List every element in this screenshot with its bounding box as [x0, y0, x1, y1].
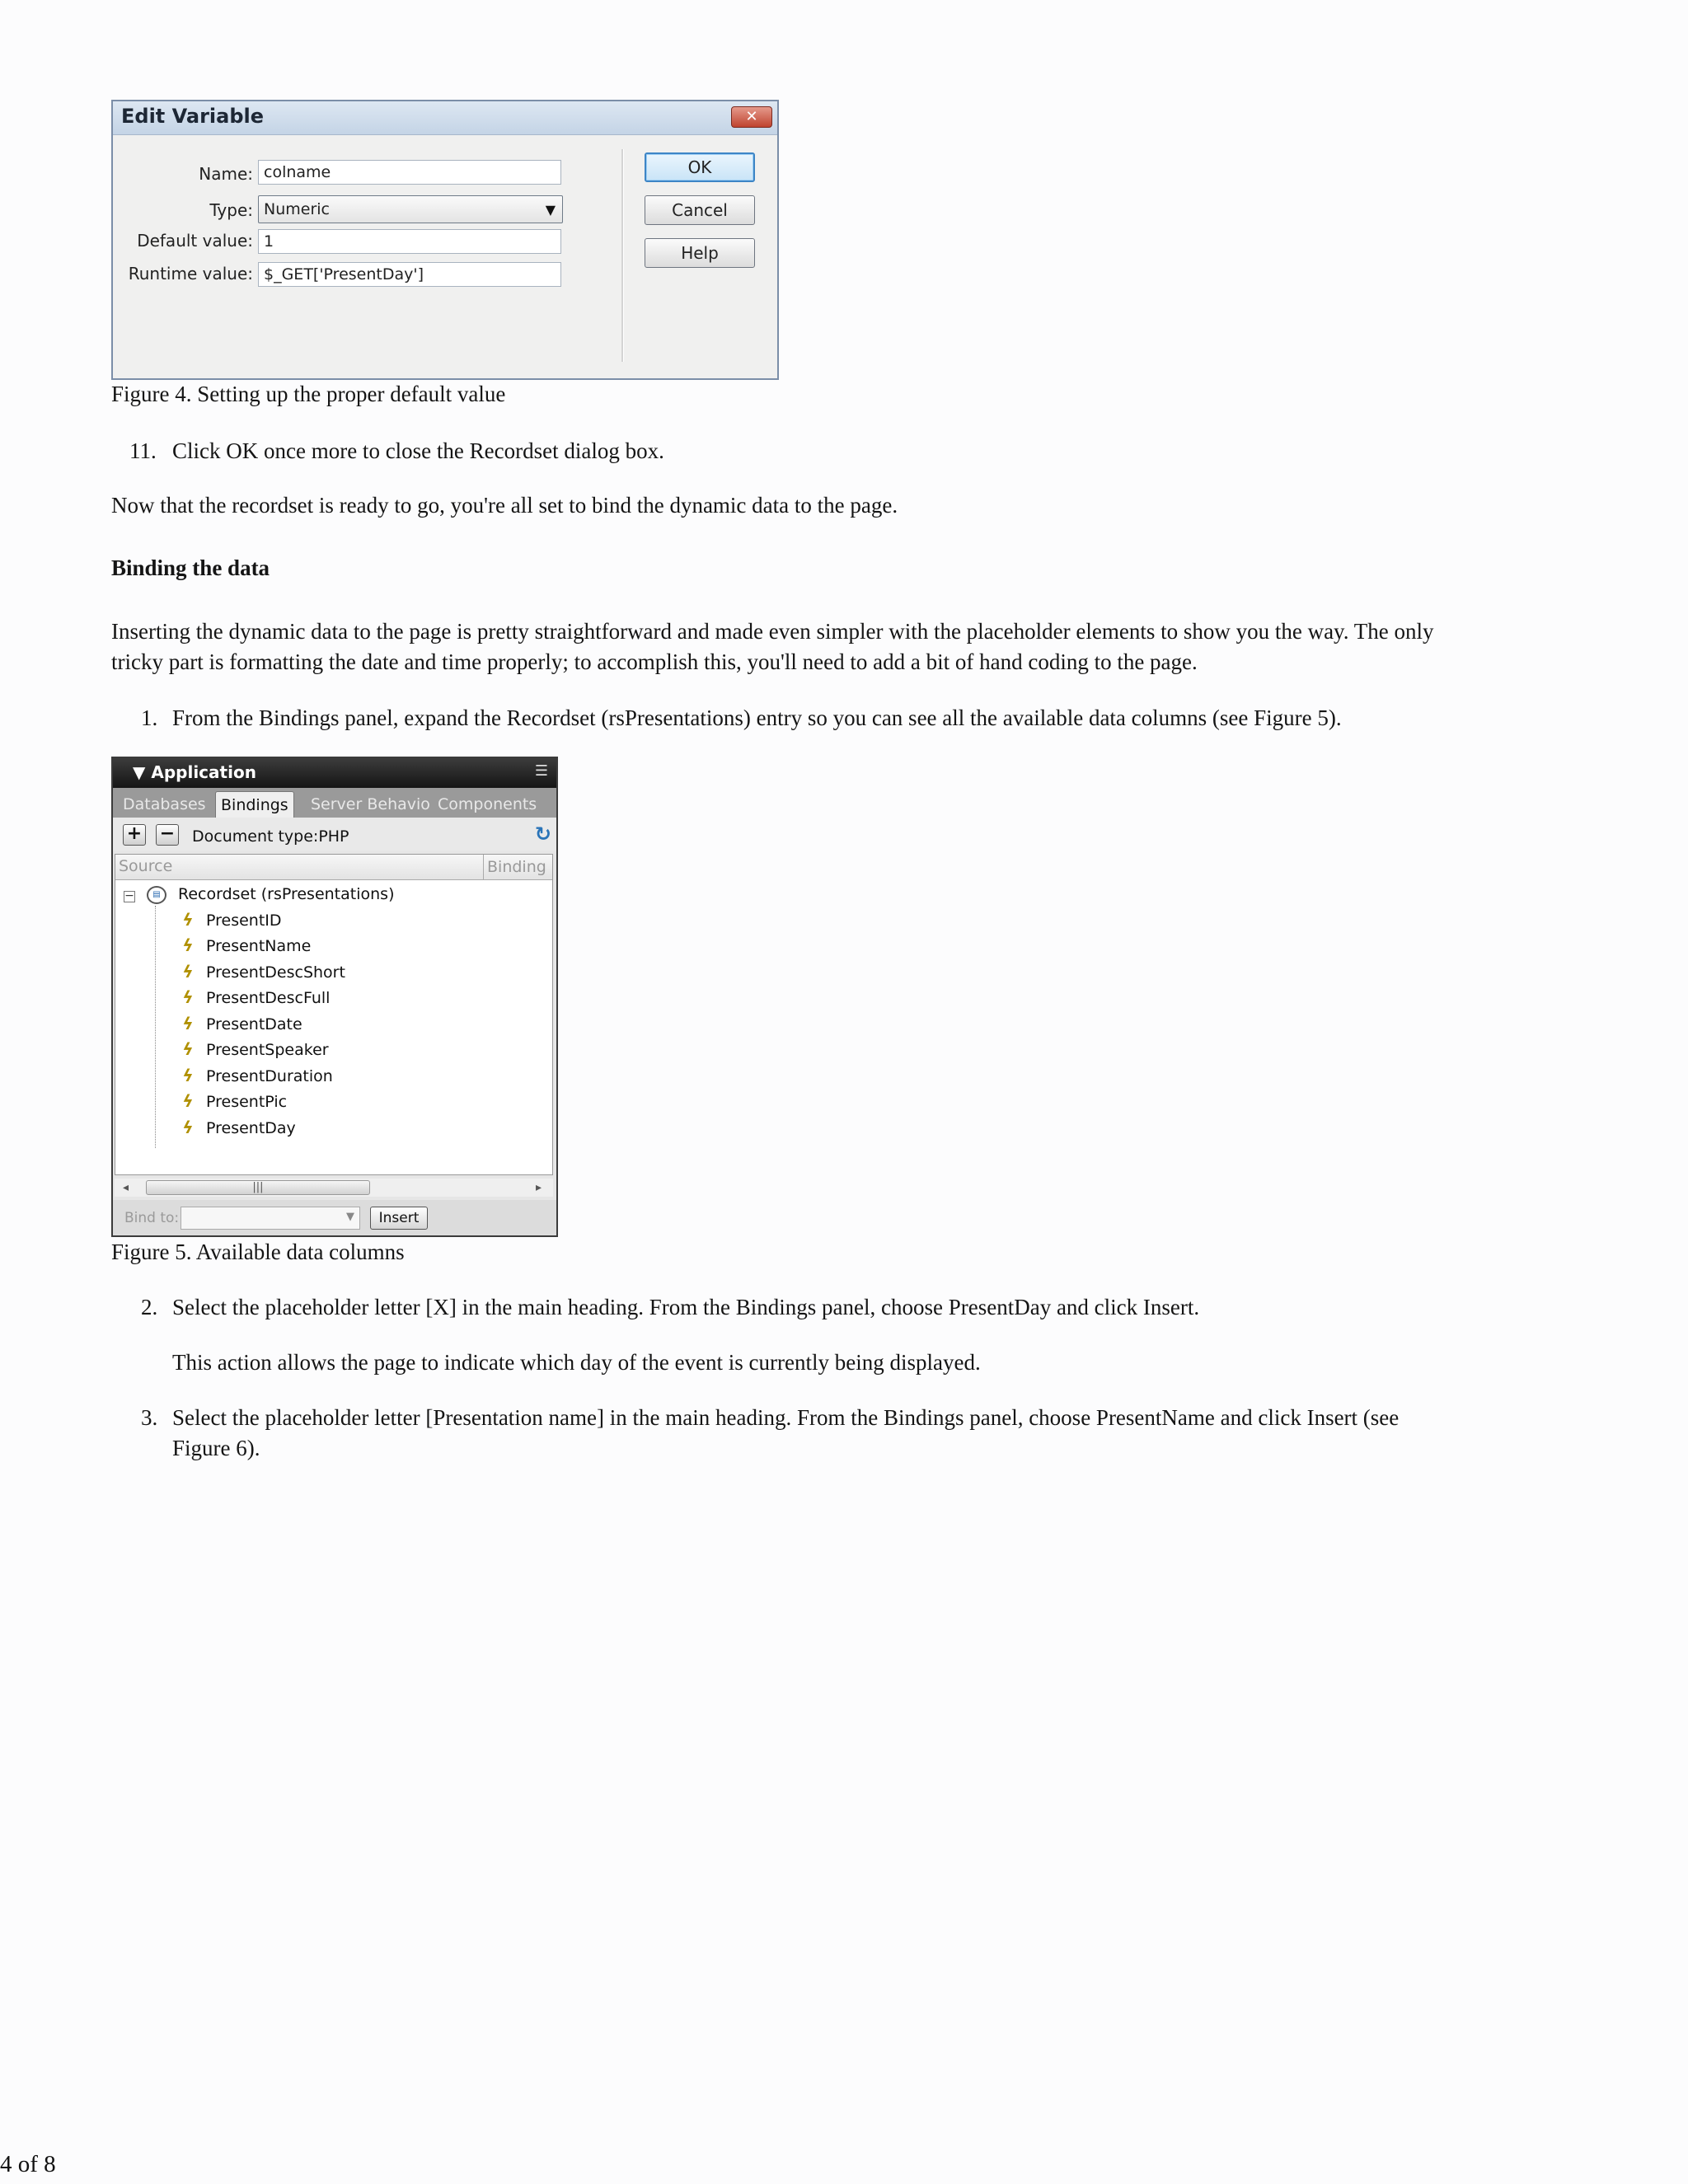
- tab-bindings[interactable]: Bindings: [215, 791, 294, 818]
- scroll-right-arrow-icon[interactable]: ▸: [535, 1181, 542, 1194]
- paragraph-insert-line2: tricky part is formatting the date and time properly; to accomplish this, you'll need to add a bit of hand coding to the page.: [111, 649, 1198, 674]
- tree-column-headers: [115, 855, 552, 880]
- dialog-title-bar: [113, 101, 777, 135]
- tree-field[interactable]: [178, 907, 282, 932]
- field-label: PresentDescFull: [206, 989, 331, 1007]
- field-label: PresentID: [206, 912, 282, 930]
- tree-field[interactable]: [178, 1011, 302, 1036]
- step2-note: This action allows the page to indicate which day of the event is currently being displayed.: [172, 1350, 981, 1375]
- scroll-left-arrow-icon[interactable]: ◂: [123, 1181, 129, 1194]
- scrollbar-thumb[interactable]: |||: [146, 1180, 370, 1195]
- panel-tabs: [113, 788, 556, 818]
- bind-to-label: Bind to:: [124, 1210, 180, 1226]
- collapse-triangle-icon: ▼: [133, 762, 146, 782]
- type-selected-value: Numeric: [264, 200, 330, 218]
- bindings-tree: [115, 854, 553, 1175]
- step2-number: 2.: [141, 1295, 158, 1319]
- recordset-node[interactable]: [147, 882, 394, 907]
- step11-text: Click OK once more to close the Recordset dialog box.: [172, 438, 664, 463]
- recordset-label: Recordset (rsPresentations): [178, 885, 395, 903]
- default-value-field[interactable]: 1: [258, 229, 561, 254]
- lightning-bolt-icon: ϟ: [182, 910, 194, 930]
- close-icon[interactable]: ✕: [731, 106, 772, 128]
- figure5-caption: Figure 5. Available data columns: [111, 1240, 405, 1264]
- page-number: 4 of 8: [0, 2151, 56, 2177]
- field-label: PresentDuration: [206, 1067, 333, 1085]
- panel-menu-icon[interactable]: ☰: [534, 762, 548, 780]
- refresh-icon[interactable]: ↻: [534, 823, 551, 846]
- dialog-title: Edit Variable: [121, 105, 265, 128]
- field-label: PresentDate: [206, 1015, 302, 1033]
- horizontal-scrollbar[interactable]: [115, 1179, 553, 1197]
- panel-title: [133, 762, 256, 782]
- chevron-down-icon: ▼: [545, 202, 556, 218]
- tree-field[interactable]: [178, 1089, 287, 1113]
- add-binding-button[interactable]: +: [123, 824, 146, 846]
- lightning-bolt-icon: ϟ: [182, 1091, 194, 1111]
- remove-binding-button[interactable]: −: [156, 824, 179, 846]
- runtime-value-label: Runtime value:: [128, 264, 253, 284]
- field-label: PresentDay: [206, 1119, 296, 1137]
- runtime-value-field[interactable]: $_GET['PresentDay']: [258, 262, 561, 287]
- name-field[interactable]: colname: [258, 160, 561, 185]
- panel-footer: [113, 1200, 556, 1235]
- field-label: PresentName: [206, 937, 312, 955]
- tree-field[interactable]: [178, 933, 311, 958]
- tree-field[interactable]: [178, 1115, 296, 1140]
- lightning-bolt-icon: ϟ: [182, 962, 194, 982]
- default-value-label: Default value:: [137, 231, 253, 251]
- step2-text: Select the placeholder letter [X] in the main heading. From the Bindings panel, choose PresentDay and click Insert.: [172, 1295, 1200, 1319]
- document-type-label: Document type:PHP: [192, 827, 349, 846]
- step11-number: 11.: [129, 438, 157, 463]
- lightning-bolt-icon: ϟ: [182, 1118, 194, 1137]
- paragraph-ready: Now that the recordset is ready to go, you're all set to bind the dynamic data to the page.: [111, 493, 898, 518]
- field-label: PresentDescShort: [206, 963, 345, 982]
- step3-number: 3.: [141, 1405, 158, 1430]
- type-label: Type:: [209, 200, 253, 220]
- step3-text-line1: Select the placeholder letter [Presentation name] in the main heading. From the Bindings panel, choose PresentName and click Insert (see: [172, 1405, 1400, 1430]
- panel-header[interactable]: [113, 758, 556, 788]
- figure4-caption: Figure 4. Setting up the proper default value: [111, 382, 506, 406]
- cancel-button[interactable]: Cancel: [645, 195, 755, 225]
- tree-connector: [155, 906, 156, 1148]
- lightning-bolt-icon: ϟ: [182, 1066, 194, 1085]
- tree-field[interactable]: [178, 985, 330, 1010]
- tab-databases[interactable]: Databases: [123, 795, 206, 813]
- recordset-icon: ▤: [147, 886, 166, 904]
- chevron-down-icon: ▼: [346, 1211, 354, 1223]
- lightning-bolt-icon: ϟ: [182, 987, 194, 1007]
- tree-field[interactable]: [178, 1063, 333, 1088]
- tree-field[interactable]: [178, 1037, 329, 1062]
- step1-number: 1.: [141, 705, 158, 730]
- tab-server-behaviors[interactable]: Server Behavio: [311, 795, 430, 813]
- type-select[interactable]: [258, 195, 563, 223]
- tree-field[interactable]: [178, 959, 345, 984]
- column-source[interactable]: Source: [119, 857, 173, 875]
- lightning-bolt-icon: ϟ: [182, 1039, 194, 1059]
- bind-to-select[interactable]: [181, 1207, 360, 1230]
- heading-binding-the-data: Binding the data: [111, 555, 270, 580]
- step1-text: From the Bindings panel, expand the Recordset (rsPresentations) entry so you can see all the available data columns (see Figure 5).: [172, 705, 1342, 730]
- panel-title-text: Application: [151, 762, 256, 782]
- collapse-minus-icon[interactable]: −: [124, 889, 134, 902]
- dialog-divider: [621, 149, 624, 362]
- lightning-bolt-icon: ϟ: [182, 935, 194, 955]
- name-label: Name:: [199, 164, 253, 184]
- application-bindings-panel: [111, 757, 558, 1237]
- step3-text-line2: Figure 6).: [172, 1436, 260, 1460]
- panel-toolbar: [113, 818, 556, 851]
- help-button[interactable]: Help: [645, 238, 755, 268]
- field-label: PresentSpeaker: [206, 1041, 329, 1059]
- paragraph-insert-line1: Inserting the dynamic data to the page is pretty straightforward and made even simpler with the placeholder elements to show you the way. The only: [111, 619, 1434, 644]
- ok-button[interactable]: OK: [645, 152, 755, 182]
- field-label: PresentPic: [206, 1093, 288, 1111]
- tab-components[interactable]: Components: [438, 795, 537, 813]
- lightning-bolt-icon: ϟ: [182, 1014, 194, 1033]
- insert-button[interactable]: Insert: [370, 1207, 428, 1230]
- column-binding[interactable]: Binding: [483, 855, 546, 879]
- edit-variable-dialog: [111, 100, 779, 380]
